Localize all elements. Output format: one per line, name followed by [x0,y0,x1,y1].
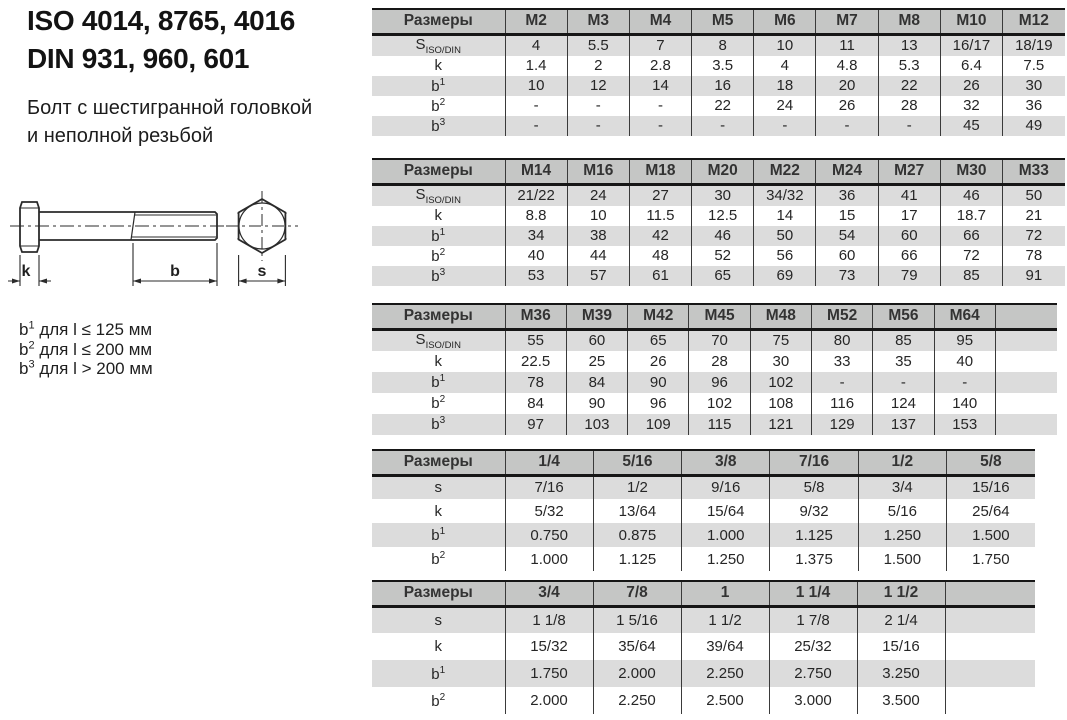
value-cell: 1.750 [946,547,1034,571]
row-label: $b^1$ [372,660,505,687]
table-row [372,606,1035,633]
value-cell: 14 [754,206,816,226]
value-cell: - [934,372,995,393]
value-cell: 1.000 [682,523,770,547]
value-cell: 140 [934,393,995,414]
value-cell: 75 [750,329,811,351]
value-cell: 27 [629,184,691,206]
value-cell: 1.500 [858,547,946,571]
value-cell: 95 [934,329,995,351]
value-cell: 129 [811,414,872,435]
value-cell: 78 [505,372,566,393]
table-row [372,56,1065,76]
value-cell: 1.375 [770,547,858,571]
value-cell: 30 [1003,76,1065,96]
table-row [372,34,1065,56]
table-row [372,414,1057,435]
value-cell: 14 [629,76,691,96]
size-column-header: M33 [1003,159,1065,184]
value-cell: 36 [816,184,878,206]
empty-cell [945,633,1035,660]
empty-cell [945,606,1035,633]
value-cell: 96 [689,372,750,393]
value-cell: 49 [1003,116,1065,136]
size-table-inch-quarter-to-fiveeighths [372,449,1035,571]
row-label: $b^1$ [372,372,505,393]
empty-cell [995,329,1056,351]
table-header-sizes: Размеры [372,159,505,184]
value-cell: 15/16 [946,475,1034,499]
value-cell: 10 [505,76,567,96]
size-column-header: 1 [681,581,769,606]
value-cell: 28 [878,96,940,116]
value-cell: 1.750 [505,660,593,687]
row-label: $b^3$ [372,414,505,435]
value-cell: 50 [754,226,816,246]
empty-cell [995,372,1056,393]
value-cell: 1 1/8 [505,606,593,633]
size-column-header: 7/8 [593,581,681,606]
value-cell: 2.8 [629,56,691,76]
value-cell: 2.500 [681,687,769,714]
value-cell: 55 [505,329,566,351]
value-cell: - [629,116,691,136]
value-cell: 4.8 [816,56,878,76]
value-cell: 9/32 [770,499,858,523]
value-cell: 60 [566,329,627,351]
value-cell: 12.5 [692,206,754,226]
value-cell: 26 [940,76,1002,96]
value-cell: 35 [873,351,934,372]
value-cell: 66 [878,246,940,266]
value-cell: 8.8 [505,206,567,226]
row-label: $S_{ISO/DIN}$ [372,329,505,351]
row-label: $b^2$ [372,547,505,571]
size-column-header: 5/16 [593,450,681,475]
value-cell: 54 [816,226,878,246]
value-cell: 65 [692,266,754,286]
row-label: $b^2$ [372,96,505,116]
value-cell: 97 [505,414,566,435]
table-header-sizes: Размеры [372,304,505,329]
row-label: k [372,56,505,76]
table-row [372,329,1057,351]
bolt-head-end-view [226,191,298,261]
table-row [372,687,1035,714]
table-row [372,246,1065,266]
value-cell: 1.4 [505,56,567,76]
value-cell: 2.750 [769,660,857,687]
value-cell: 10 [567,206,629,226]
size-column-header: M48 [750,304,811,329]
value-cell: 4 [505,34,567,56]
value-cell: - [878,116,940,136]
value-cell: 25 [566,351,627,372]
size-table-metric-m36-m64 [372,303,1057,435]
value-cell: 13/64 [593,499,681,523]
size-column-header: M18 [629,159,691,184]
size-column-header: M3 [567,9,629,34]
value-cell: 16/17 [940,34,1002,56]
size-column-header: M24 [816,159,878,184]
value-cell: 42 [629,226,691,246]
row-label: $b^3$ [372,266,505,286]
value-cell: 44 [567,246,629,266]
size-table-metric-m14-m33 [372,158,1065,286]
dimension-table [372,580,1035,714]
value-cell: 11 [816,34,878,56]
value-cell: 80 [811,329,872,351]
table-header-sizes: Размеры [372,9,505,34]
value-cell: 1.500 [946,523,1034,547]
table-row [372,351,1057,372]
size-table-metric-m2-m12 [372,8,1065,136]
table-row [372,475,1035,499]
value-cell: 8 [692,34,754,56]
value-cell: 61 [629,266,691,286]
value-cell: 115 [689,414,750,435]
value-cell: - [567,116,629,136]
empty-cell [995,414,1056,435]
dimension-table [372,8,1065,136]
value-cell: 1.250 [858,523,946,547]
size-column-header: M6 [754,9,816,34]
size-column-header: M36 [505,304,566,329]
size-column-header: M2 [505,9,567,34]
empty-cell [995,393,1056,414]
value-cell: 5/32 [505,499,593,523]
value-cell: 84 [566,372,627,393]
value-cell: 22 [878,76,940,96]
row-label: s [372,475,505,499]
value-cell: 85 [873,329,934,351]
value-cell: 5.3 [878,56,940,76]
value-cell: 1.125 [593,547,681,571]
size-column-header: 7/16 [770,450,858,475]
value-cell: 5/16 [858,499,946,523]
iso-standards-line: ISO 4014, 8765, 4016 [27,5,295,36]
value-cell: 17 [878,206,940,226]
size-column-header: 1/4 [505,450,593,475]
table-row [372,96,1065,116]
value-cell: 9/16 [682,475,770,499]
value-cell: 1 7/8 [769,606,857,633]
size-column-header: M39 [566,304,627,329]
empty-cell [945,660,1035,687]
value-cell: 2.000 [593,660,681,687]
table-row [372,266,1065,286]
value-cell: 50 [1003,184,1065,206]
dim-label-k: k [21,263,31,280]
row-label: $b^1$ [372,523,505,547]
size-column-header: 5/8 [946,450,1034,475]
value-cell: 10 [754,34,816,56]
value-cell: 13 [878,34,940,56]
value-cell: - [873,372,934,393]
dim-label-s: s [257,263,267,280]
value-cell: 25/64 [946,499,1034,523]
value-cell: 25/32 [769,633,857,660]
value-cell: 35/64 [593,633,681,660]
table-header-sizes: Размеры [372,581,505,606]
value-cell: 15/64 [682,499,770,523]
value-cell: - [629,96,691,116]
size-column-header: M30 [940,159,1002,184]
value-cell: 40 [505,246,567,266]
value-cell: 60 [816,246,878,266]
row-label: k [372,351,505,372]
size-column-header: M56 [873,304,934,329]
value-cell: 15/16 [857,633,945,660]
value-cell: 2.250 [593,687,681,714]
value-cell: 78 [1003,246,1065,266]
value-cell: 34/32 [754,184,816,206]
dimension-table [372,449,1035,571]
size-column-header: M20 [692,159,754,184]
empty-column-header [945,581,1035,606]
table-row [372,116,1065,136]
value-cell: 18/19 [1003,34,1065,56]
value-cell: - [811,372,872,393]
value-cell: 30 [692,184,754,206]
table-row [372,184,1065,206]
size-table-inch-threequarter-to-oneandhalf [372,580,1035,714]
value-cell: 7/16 [505,475,593,499]
row-label: $b^1$ [372,76,505,96]
value-cell: 1.250 [682,547,770,571]
value-cell: 1 1/2 [681,606,769,633]
value-cell: 3.000 [769,687,857,714]
value-cell: 7.5 [1003,56,1065,76]
dimension-table [372,303,1057,435]
value-cell: 20 [816,76,878,96]
row-label: $b^2$ [372,393,505,414]
row-label: $b^2$ [372,246,505,266]
size-column-header: M10 [940,9,1002,34]
size-column-header: M52 [811,304,872,329]
value-cell: 102 [750,372,811,393]
value-cell: 109 [628,414,689,435]
value-cell: 7 [629,34,691,56]
value-cell: - [567,96,629,116]
size-column-header: M8 [878,9,940,34]
value-cell: 40 [934,351,995,372]
value-cell: 4 [754,56,816,76]
size-column-header: M22 [754,159,816,184]
size-column-header: M64 [934,304,995,329]
value-cell: 48 [629,246,691,266]
empty-cell [995,351,1056,372]
row-label: $S_{ISO/DIN}$ [372,184,505,206]
value-cell: 108 [750,393,811,414]
footnote-b1: $b^1$ для l ≤ 125 мм [19,319,153,339]
value-cell: 21 [1003,206,1065,226]
empty-cell [945,687,1035,714]
value-cell: 2 [567,56,629,76]
row-label: k [372,633,505,660]
value-cell: 30 [750,351,811,372]
value-cell: 26 [628,351,689,372]
size-column-header: M27 [878,159,940,184]
value-cell: 57 [567,266,629,286]
value-cell: 22.5 [505,351,566,372]
value-cell: 1/2 [593,475,681,499]
value-cell: 52 [692,246,754,266]
value-cell: 2 1/4 [857,606,945,633]
value-cell: 3.250 [857,660,945,687]
size-column-header: 1/2 [858,450,946,475]
value-cell: 91 [1003,266,1065,286]
table-row [372,547,1035,571]
din-standards-line: DIN 931, 960, 601 [27,43,250,74]
table-row [372,523,1035,547]
value-cell: 12 [567,76,629,96]
value-cell: 18 [754,76,816,96]
value-cell: 24 [754,96,816,116]
size-column-header: 1 1/4 [769,581,857,606]
value-cell: - [505,116,567,136]
size-column-header: M42 [628,304,689,329]
table-row [372,499,1035,523]
table-row [372,226,1065,246]
value-cell: 5.5 [567,34,629,56]
row-label: k [372,206,505,226]
value-cell: 22 [692,96,754,116]
value-cell: 90 [566,393,627,414]
footnotes [19,320,153,379]
value-cell: 102 [689,393,750,414]
value-cell: 46 [940,184,1002,206]
value-cell: 72 [1003,226,1065,246]
value-cell: 33 [811,351,872,372]
value-cell: 36 [1003,96,1065,116]
footnote-b3: $b^3$ для l > 200 мм [19,358,153,378]
table-row [372,372,1057,393]
value-cell: - [505,96,567,116]
size-column-header: 3/8 [682,450,770,475]
value-cell: 85 [940,266,1002,286]
row-label: $S_{ISO/DIN}$ [372,34,505,56]
size-column-header: M12 [1003,9,1065,34]
table-row [372,206,1065,226]
value-cell: 103 [566,414,627,435]
value-cell: 66 [940,226,1002,246]
size-column-header: M5 [692,9,754,34]
value-cell: 56 [754,246,816,266]
value-cell: 3.500 [857,687,945,714]
row-label: $b^3$ [372,116,505,136]
row-label: $b^2$ [372,687,505,714]
value-cell: 6.4 [940,56,1002,76]
empty-column-header [995,304,1056,329]
value-cell: 1.125 [770,523,858,547]
value-cell: 46 [692,226,754,246]
value-cell: 15/32 [505,633,593,660]
value-cell: 45 [940,116,1002,136]
value-cell: 73 [816,266,878,286]
value-cell: 53 [505,266,567,286]
value-cell: 96 [628,393,689,414]
row-label: s [372,606,505,633]
size-column-header: M4 [629,9,691,34]
value-cell: 65 [628,329,689,351]
value-cell: 1 5/16 [593,606,681,633]
value-cell: 28 [689,351,750,372]
value-cell: 21/22 [505,184,567,206]
value-cell: 72 [940,246,1002,266]
page-subtitle: Болт с шестигранной головкой и неполной резьбой [27,97,313,147]
size-column-header: 1 1/2 [857,581,945,606]
value-cell: 3.5 [692,56,754,76]
value-cell: 34 [505,226,567,246]
dimension-table [372,158,1065,286]
value-cell: 32 [940,96,1002,116]
value-cell: 0.875 [593,523,681,547]
value-cell: 79 [878,266,940,286]
table-row [372,633,1035,660]
value-cell: 2.000 [505,687,593,714]
size-column-header: M45 [689,304,750,329]
value-cell: 2.250 [681,660,769,687]
bolt-technical-drawing [0,185,340,315]
size-column-header: 3/4 [505,581,593,606]
value-cell: 90 [628,372,689,393]
value-cell: 5/8 [770,475,858,499]
value-cell: 18.7 [940,206,1002,226]
value-cell: - [692,116,754,136]
table-row [372,660,1035,687]
value-cell: 38 [567,226,629,246]
value-cell: 39/64 [681,633,769,660]
value-cell: 137 [873,414,934,435]
size-column-header: M7 [816,9,878,34]
value-cell: 26 [816,96,878,116]
value-cell: 0.750 [505,523,593,547]
value-cell: 69 [754,266,816,286]
value-cell: 11.5 [629,206,691,226]
size-column-header: M14 [505,159,567,184]
value-cell: 70 [689,329,750,351]
value-cell: 60 [878,226,940,246]
value-cell: 116 [811,393,872,414]
value-cell: 84 [505,393,566,414]
value-cell: 121 [750,414,811,435]
row-label: $b^1$ [372,226,505,246]
bolt-side-view [10,202,228,252]
table-header-sizes: Размеры [372,450,505,475]
value-cell: 41 [878,184,940,206]
footnote-b2: $b^2$ для l ≤ 200 мм [19,338,153,359]
value-cell: - [816,116,878,136]
value-cell: - [754,116,816,136]
value-cell: 3/4 [858,475,946,499]
page-title [27,2,295,78]
value-cell: 16 [692,76,754,96]
value-cell: 124 [873,393,934,414]
value-cell: 24 [567,184,629,206]
value-cell: 15 [816,206,878,226]
table-row [372,76,1065,96]
size-column-header: M16 [567,159,629,184]
table-row [372,393,1057,414]
value-cell: 1.000 [505,547,593,571]
dim-label-b: b [170,263,180,280]
row-label: k [372,499,505,523]
value-cell: 153 [934,414,995,435]
